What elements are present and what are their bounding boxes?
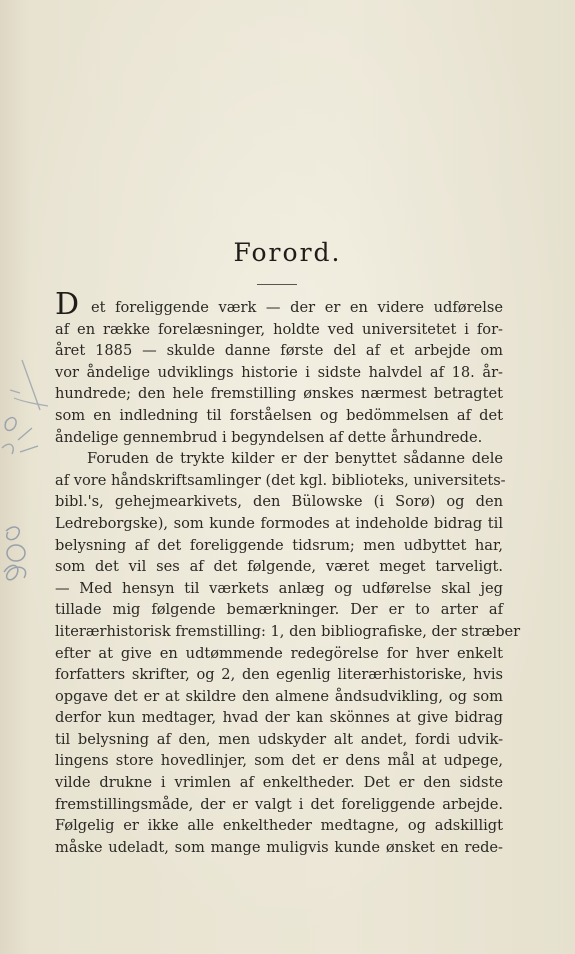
pencil-mark-curl-1 [5,418,16,431]
text-line: D et foreliggende værk — der er en videre udførelse [55,287,503,322]
text-line: tillade mig følgende bemærkninger. Der er to arter af [55,601,503,619]
text-line: opgave det er at skildre den almene åndsudvikling, og som [55,687,503,705]
text-line: af en række forelæsninger, holdte ved universitetet i for- [55,320,503,338]
pencil-margin-marks [0,0,60,600]
paragraph-2 [55,448,521,858]
text-line: som en indledning til forståelsen og bedömmelsen af det [55,406,503,424]
text-line: vor åndelige udviklings historie i sidste halvdel af 18. år- [55,363,503,381]
text-line: som det vil ses af det følgende, været meget tarveligt. [55,558,503,576]
title-rule [257,284,297,285]
text-line: vilde drukne i vrimlen af enkeltheder. Det er den sidste [55,774,503,792]
text-line: belysning af det foreliggende tidsrum; men udbyttet har, [55,536,503,554]
text-line: — Med hensyn til værkets anlæg og udførelse skal jeg [55,579,503,597]
text-line: året 1885 — skulde danne første del af et arbejde om [55,342,503,360]
text-line: af vore håndskriftsamlinger (det kgl. biblioteks, universitets- [55,471,506,489]
paragraph-1 [55,287,503,448]
text-line: åndelige gennembrud i begyndelsen af dette århundrede. [55,428,483,446]
text-line: forfatters skrifter, og 2, den egenlig literærhistoriske, hvis [55,666,503,684]
text-line: efter at give en udtømmende redegörelse for hver enkelt [55,644,503,662]
pencil-mark-slash [10,360,40,410]
page-title: Forord. [233,238,342,267]
text-line: måske udeladt, som mange muligvis kunde ønsket en rede- [55,838,503,856]
pencil-mark-scribble [2,428,38,454]
pencil-mark-circle [7,545,25,561]
drop-cap: D [55,287,80,322]
text-line: Foruden de trykte kilder er der benyttet sådanne dele [87,450,503,468]
text-line: lingens store hovedlinjer, som det er dens mål at udpege, [55,752,503,770]
text-line: Følgelig er ikke alle enkeltheder medtagne, og adskilligt [55,817,503,835]
body-text [55,287,521,858]
text-line: derfor kun medtager, hvad der kan skönnes at give bidrag [55,709,503,727]
pencil-mark-arrow [14,398,48,406]
text-line: literærhistorisk fremstilling: 1, den bibliografiske, der stræber [55,622,521,640]
text-line: hundrede; den hele fremstilling ønskes nærmest betragtet [55,385,503,403]
pencil-mark-loops [4,565,26,579]
text-line: bibl.'s, gehejmearkivets, den Bülowske (i Sorø) og den [55,493,503,511]
text-line: fremstillingsmåde, der er valgt i det foreliggende arbejde. [55,795,503,813]
pencil-mark-curl-2 [6,527,19,540]
text-line: Ledreborgske), som kunde formodes at indeholde bidrag til [55,514,503,532]
text-line: til belysning af den, men udskyder alt andet, fordi udvik- [55,730,503,748]
